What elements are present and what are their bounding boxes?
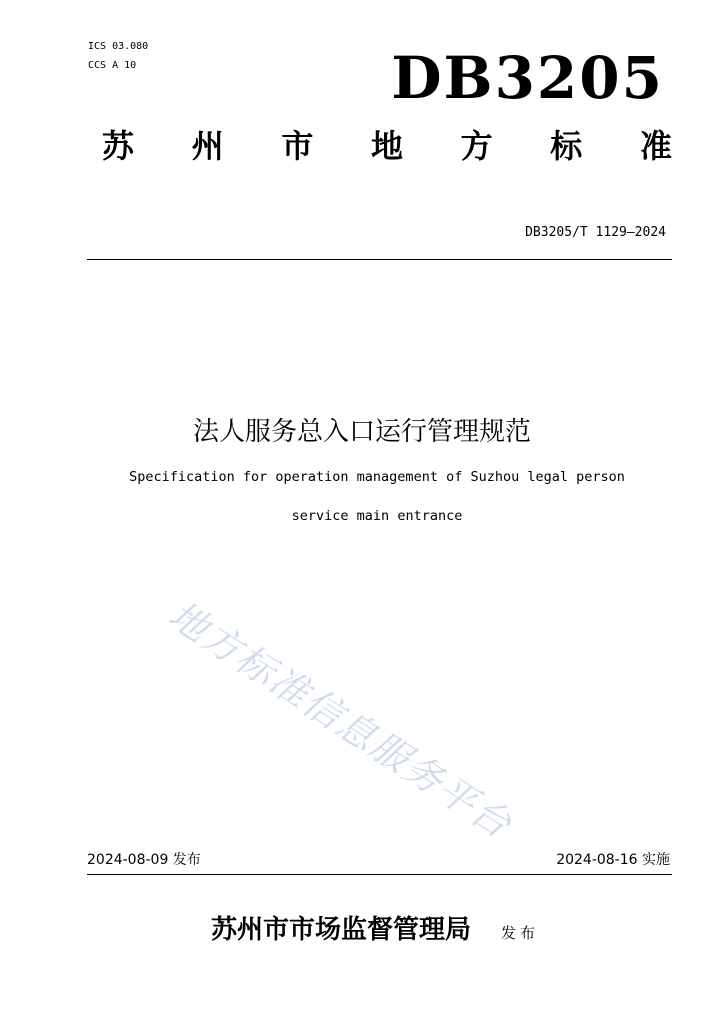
issuer (211, 910, 539, 950)
standard-type-char: 方 (460, 127, 493, 165)
issuer-name: 苏州市市场监督管理局 (211, 915, 472, 945)
bottom-divider (87, 874, 672, 875)
ics-code: ICS 03.080 (88, 41, 149, 52)
standard-type-char: 苏 (102, 127, 135, 165)
document-title-english-line1: Specification for operation management of Suzhou legal person (129, 469, 625, 485)
issuer-action: 发布 (501, 924, 540, 942)
standard-number: DB3205/T 1129—2024 (525, 225, 666, 240)
standard-type-char: 准 (639, 127, 672, 165)
classification-codes (88, 37, 148, 75)
standard-type-heading (102, 124, 672, 168)
db-mark: DB3205 (391, 44, 664, 112)
top-divider (87, 259, 672, 260)
standard-type-char: 市 (281, 127, 314, 165)
watermark: 地方标准信息服务平台 (160, 592, 521, 848)
issue-date: 2024-08-09 发布 (87, 852, 201, 868)
document-title-english-line2: service main entrance (291, 508, 463, 524)
implementation-date: 2024-08-16 实施 (556, 852, 670, 868)
standard-type-char: 州 (191, 127, 224, 165)
ccs-code: CCS A 10 (88, 60, 137, 71)
standard-type-char: 地 (370, 127, 403, 165)
standard-type-char: 标 (550, 127, 583, 165)
document-title-chinese: 法人服务总入口运行管理规范 (192, 417, 531, 447)
